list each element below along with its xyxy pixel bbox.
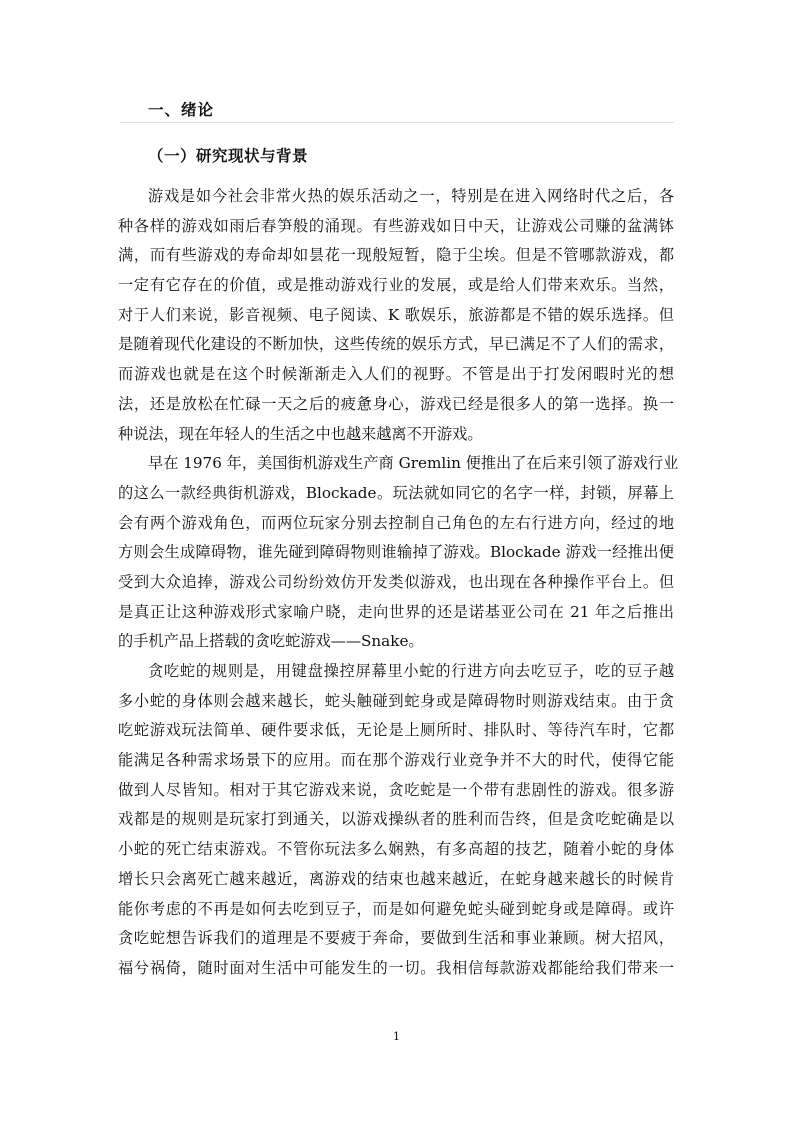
heading-divider [120, 122, 674, 123]
paragraph-2-line: 会有两个游戏角色，而两位玩家分别去控制自己角色的左右行进方向，经过的地 [118, 513, 674, 532]
paragraph-3-line: 福兮祸倚，随时面对生活中可能发生的一切。我相信每款游戏都能给我们带来一 [118, 958, 674, 977]
paragraph-3-line: 贪吃蛇想告诉我们的道理是不要疲于奔命，要做到生活和事业兼顾。树大招风， [118, 929, 674, 948]
paragraph-1-line: 法，还是放松在忙碌一天之后的疲惫身心，游戏已经是很多人的第一选择。换一 [118, 394, 674, 413]
paragraph-2-line: 的这么一款经典街机游戏，Blockade。玩法就如同它的名字一样，封锁，屏幕上 [118, 483, 674, 502]
paragraph-1-line: 满，而有些游戏的寿命却如昙花一现般短暂，隐于尘埃。但是不管哪款游戏，都 [118, 246, 674, 265]
paragraph-2-line: 受到大众追捧，游戏公司纷纷效仿开发类似游戏，也出现在各种操作平台上。但 [118, 572, 674, 591]
body-text [118, 182, 679, 984]
paragraph-1-line: 游戏是如今社会非常火热的娱乐活动之一，特别是在进入网络时代之后，各 [148, 187, 674, 205]
paragraph-3-line: 能满足各种需求场景下的应用。而在那个游戏行业竞争并不大的时代，使得它能 [118, 751, 674, 770]
paragraph-3-line: 多小蛇的身体则会越来越长，蛇头触碰到蛇身或是障碍物时则游戏结束。由于贪 [118, 691, 674, 710]
paragraph-1-line: 而游戏也就是在这个时候渐渐走入人们的视野。不管是出于打发闲暇时光的想 [118, 365, 674, 384]
paragraph-1-line: 种说法，现在年轻人的生活之中也越来越离不开游戏。 [118, 424, 483, 443]
paragraph-2-line: 的手机产品上搭载的贪吃蛇游戏——Snake。 [118, 632, 424, 651]
paragraph-3-line: 能你考虑的不再是如何去吃到豆子，而是如何避免蛇头碰到蛇身或是障碍。或许 [118, 899, 674, 918]
paragraph-1-line: 一定有它存在的价值，或是推动游戏行业的发展，或是给人们带来欢乐。当然， [118, 276, 674, 295]
paragraph-1-line: 种各样的游戏如雨后春笋般的涌现。有些游戏如日中天，让游戏公司赚的盆满钵 [118, 216, 674, 235]
paragraph-3-line: 做到人尽皆知。相对于其它游戏来说，贪吃蛇是一个带有悲剧性的游戏。很多游 [118, 780, 674, 799]
paragraph-3-line: 戏都是的规则是玩家打到通关，以游戏操纵者的胜利而告终，但是贪吃蛇确是以 [118, 810, 674, 829]
paragraph-1-line: 对于人们来说，影音视频、电子阅读、K 歌娱乐，旅游都是不错的娱乐选择。但 [118, 305, 674, 324]
paragraph-2-line: 方则会生成障碍物，谁先碰到障碍物则谁输掉了游戏。Blockade 游戏一经推出便 [118, 543, 674, 562]
paragraph-3-line: 贪吃蛇的规则是，用键盘操控屏幕里小蛇的行进方向去吃豆子，吃的豆子越 [148, 662, 674, 680]
paragraph-3-line: 小蛇的死亡结束游戏。不管你玩法多么娴熟，有多高超的技艺，随着小蛇的身体 [118, 840, 674, 859]
page-number: 1 [393, 1030, 400, 1043]
paragraph-2-line: 早在 1976 年，美国街机游戏生产商 Gremlin 便推出了在后来引领了游戏行业 [148, 454, 679, 473]
paragraph-3-line: 吃蛇游戏玩法简单、硬件要求低，无论是上厕所时、排队时、等待汽车时，它都 [118, 721, 674, 740]
section-heading: （一）研究现状与背景 [148, 147, 309, 165]
paragraph-1-line: 是随着现代化建设的不断加快，这些传统的娱乐方式，早已满足不了人们的需求， [118, 335, 674, 354]
chapter-heading: 一、绪论 [148, 101, 215, 119]
paragraph-3-line: 增长只会离死亡越来越近，离游戏的结束也越来越近，在蛇身越来越长的时候肯 [118, 869, 674, 888]
paragraph-2-line: 是真正让这种游戏形式家喻户晓，走向世界的还是诺基亚公司在 21 年之后推出 [118, 602, 674, 621]
